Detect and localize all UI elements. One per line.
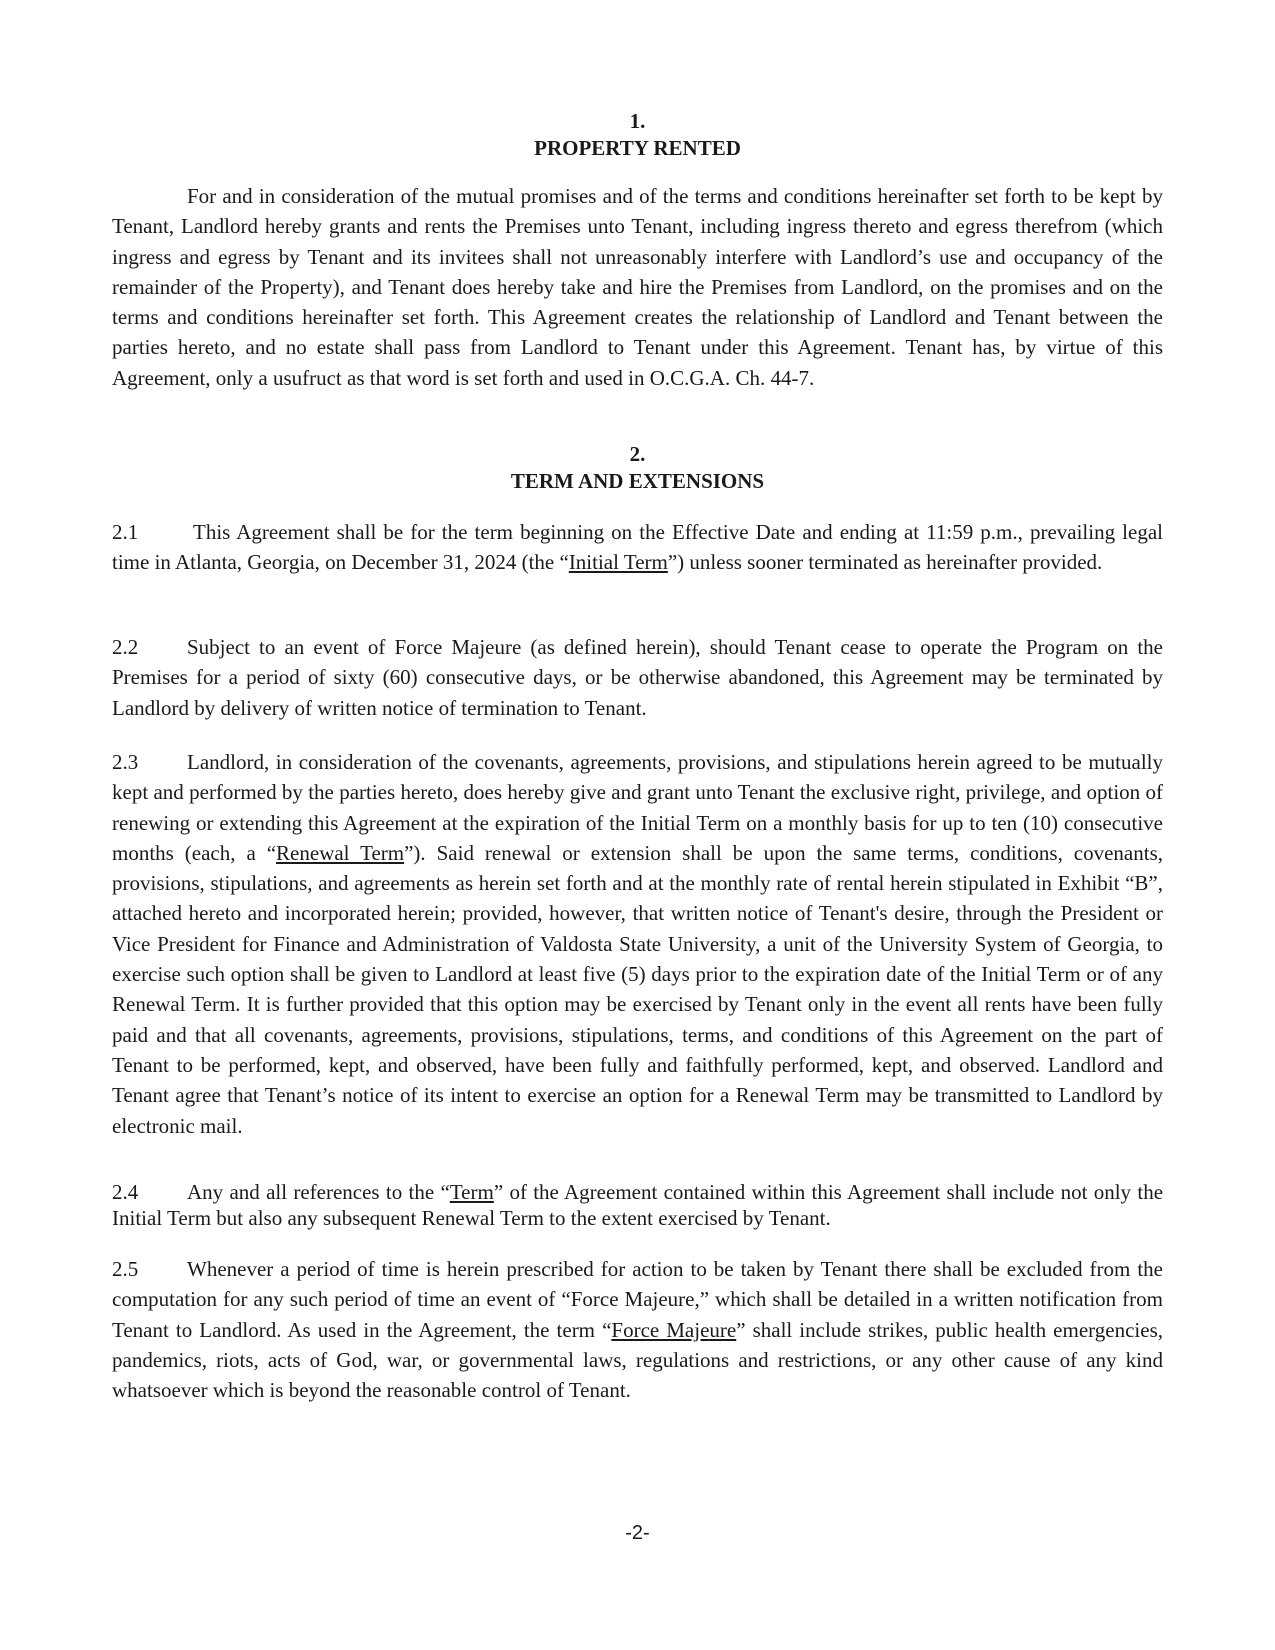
defined-term: Force Majeure	[611, 1317, 737, 1342]
clause-2-1: 2.1 This Agreement shall be for the term beginning on the Effective Date and ending at 11:59 p.m., prevailing legal time in Atlanta, Georgia, on December 31, 2024 (the “Initial Term”) unless sooner terminated as hereinafter provided.	[112, 517, 1163, 578]
clause-2-2: 2.2 Subject to an event of Force Majeure (as defined herein), should Tenant cease to operate the Program on the Premises for a period of sixty (60) consecutive days, or be otherwise abandoned, this Agreement may be terminated by Landlord by delivery of written notice of termination to Tenant.	[112, 632, 1163, 723]
section-1-title: PROPERTY RENTED	[534, 136, 741, 160]
section-2-title: TERM AND EXTENSIONS	[510, 469, 765, 493]
page-number: -2-	[625, 1522, 650, 1544]
clause-number: 2.2	[112, 635, 139, 659]
defined-term: Renewal Term	[276, 840, 405, 865]
section-1-paragraph: For and in consideration of the mutual promises and of the terms and conditions hereinafter set forth to be kept by Tenant, Landlord hereby grants and rents the Premises unto Tenant, including ingress thereto and egress therefrom (which ingress and egress by Tenant and its invitees shall not unreasonably interfere with Landlord’s use and occupancy of the remainder of the Property), and Tenant does hereby take and hire the Premises from Landlord, on the promises and on the terms and conditions hereinafter set forth. This Agreement creates the relationship of Landlord and Tenant between the parties hereto, and no estate shall pass from Landlord to Tenant under this Agreement. Tenant has, by virtue of this Agreement, only a usufruct as that word is set forth and used in O.C.G.A. Ch. 44-7.	[112, 184, 1163, 390]
section-1-number: 1.	[629, 109, 646, 133]
clause-2-4: 2.4 Any and all references to the “Term” of the Agreement contained within this Agreement shall include not only the Initial Term but also any subsequent Renewal Term to the extent exercised by Tenant.	[112, 1180, 1164, 1230]
clause-number: 2.5	[112, 1257, 139, 1281]
defined-term: Initial Term	[568, 550, 668, 575]
clause-2-5: 2.5 Whenever a period of time is herein prescribed for action to be taken by Tenant there shall be excluded from the computation for any such period of time an event of “Force Majeure,” which shall be detailed in a written notification from Tenant to Landlord. As used in the Agreement, the term “Force Majeure” shall include strikes, public health emergencies, pandemics, riots, acts of God, war, or governmental laws, regulations and restrictions, or any other cause of any kind whatsoever which is beyond the reasonable control of Tenant.	[112, 1254, 1163, 1405]
clause-number: 2.1	[112, 520, 139, 544]
clause-number: 2.4	[112, 1180, 139, 1204]
section-2-heading	[112, 441, 1163, 495]
section-1-heading	[112, 108, 1163, 162]
defined-term: Term	[449, 1180, 494, 1204]
clause-number: 2.3	[112, 750, 139, 774]
section-2-number: 2.	[629, 442, 646, 466]
clause-2-3: 2.3 Landlord, in consideration of the covenants, agreements, provisions, and stipulations herein agreed to be mutually kept and performed by the parties hereto, does hereby give and grant unto Tenant the exclusive right, privilege, and option of renewing or extending this Agreement at the expiration of the Initial Term on a monthly basis for up to ten (10) consecutive months (each, a “Renewal Term”). Said renewal or extension shall be upon the same terms, conditions, covenants, provisions, stipulations, and agreements as herein set forth and at the monthly rate of rental herein stipulated in Exhibit “B”, attached hereto and incorporated herein; provided, however, that written notice of Tenant's desire, through the President or Vice President for Finance and Administration of Valdosta State University, a unit of the University System of Georgia, to exercise such option shall be given to Landlord at least five (5) days prior to the expiration date of the Initial Term or of any Renewal Term. It is further provided that this option may be exercised by Tenant only in the event all rents have been fully paid and that all covenants, agreements, provisions, stipulations, terms, and conditions of this Agreement on the part of Tenant to be performed, kept, and observed, have been fully and faithfully performed, kept, and observed. Landlord and Tenant agree that Tenant’s notice of its intent to exercise an option for a Renewal Term may be transmitted to Landlord by electronic mail.	[112, 747, 1163, 1141]
